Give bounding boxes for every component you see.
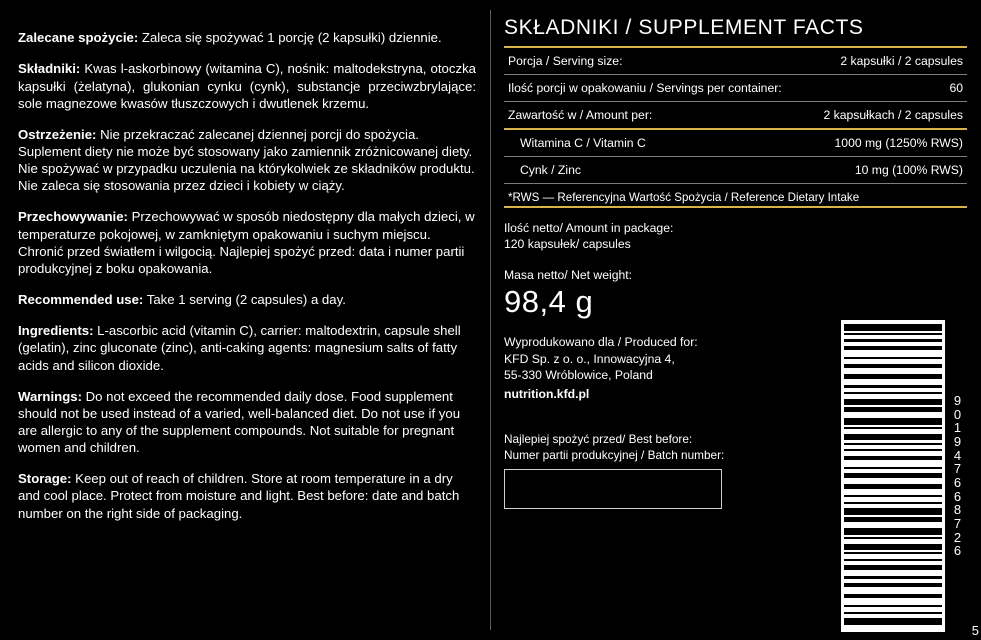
barcode-bar — [844, 544, 942, 551]
net-weight-value: 98,4 g — [504, 284, 594, 320]
barcode-digit: 2 — [953, 529, 963, 545]
barcode-bar — [844, 434, 942, 441]
column-divider — [490, 10, 491, 630]
row-value: 60 — [807, 75, 967, 102]
barcode-digit: 7 — [953, 515, 963, 531]
paragraph-lead: Składniki: — [18, 61, 81, 77]
row-value: 2 kapsułki / 2 capsules — [807, 48, 967, 75]
paragraph-lead: Ostrzeżenie: — [18, 126, 97, 142]
paragraph-lead: Ingredients: — [18, 323, 94, 339]
batch-number-label: Numer partii produkcyjnej / Batch number: — [504, 447, 725, 462]
batch-write-box — [504, 469, 722, 509]
row-label: Cynk / Zinc — [504, 157, 807, 184]
barcode-space — [844, 412, 942, 419]
table-row — [504, 75, 967, 102]
rws-footnote: *RWS — Referencyjna Wartość Spożycia / Reference Dietary Intake — [508, 191, 860, 204]
producer-website[interactable]: nutrition.kfd.pl — [504, 386, 590, 401]
paragraph-ostrzezenie — [18, 126, 476, 195]
barcode-space — [844, 368, 942, 375]
facts-bottom-rule — [504, 206, 967, 208]
supplement-facts-title: SKŁADNIKI / SUPPLEMENT FACTS — [504, 16, 864, 39]
barcode-bar — [844, 324, 942, 331]
barcode-space — [844, 598, 942, 605]
paragraph-body: Zaleca się spożywać 1 porcję (2 kapsułki) dziennie. — [138, 30, 442, 46]
paragraph-przechowywanie — [18, 208, 476, 277]
barcode-number — [945, 320, 971, 632]
barcode-space — [844, 460, 942, 467]
paragraph-body: Take 1 serving (2 capsules) a day. — [143, 292, 346, 308]
paragraph-lead: Zalecane spożycie: — [18, 30, 139, 46]
barcode-digit: 8 — [953, 502, 963, 518]
paragraph-body: Kwas l-askorbinowy (witamina C), nośnik: maltodekstryna, otoczka kapsułki (żelatyna), glukonian cynku (cynk), substancje przeciwzbrylające: sole magnezowe kwasów tłuszczowych i dwutlenek krzemu. — [18, 61, 476, 111]
amount-in-package-value: 120 kapsułek/ capsules — [504, 237, 631, 252]
net-weight-label: Masa netto/ Net weight: — [504, 268, 633, 283]
paragraph-lead: Recommended use: — [18, 292, 144, 308]
barcode — [841, 320, 973, 632]
barcode-lead-digit: 5 — [971, 623, 979, 638]
paragraph-skladniki — [18, 60, 476, 111]
amount-in-package-label: Ilość netto/ Amount in package: — [504, 221, 674, 235]
row-label: Witamina C / Vitamin C — [504, 129, 807, 157]
barcode-digit: 6 — [953, 488, 963, 504]
barcode-space — [844, 625, 942, 627]
paragraph-lead: Storage: — [18, 471, 72, 487]
barcode-bar — [844, 399, 942, 406]
barcode-space — [844, 570, 942, 577]
paragraph-body: Keep out of reach of children. Store at room temperature in a dry and cool place. Protect from moisture and light. Best before: date and batch number on the right side of packaging. — [18, 471, 460, 521]
barcode-digit: 9 — [953, 393, 963, 409]
producer-label: Wyprodukowano dla / Produced for: — [504, 335, 698, 350]
row-value: 2 kapsułkach / 2 capsules — [807, 102, 967, 130]
paragraph-body: Do not exceed the recommended daily dose. Food supplement should not be used instead of a varied, well-balanced diet. Do not use if you are allergic to any of the supplement compounds. Not suitable for pregnant women and children. — [18, 388, 461, 456]
barcode-digit: 0 — [953, 406, 963, 422]
paragraph-lead: Warnings: — [18, 388, 82, 404]
paragraph-body: Nie przekraczać zalecanej dziennej porcji do spożycia. Suplement diety nie może być stosowany jako zamiennik zróżnicowanej diety. Nie spożywać w przypadku uczulenia na którykolwiek ze składników produktu. Nie zaleca się stosowania przez dzieci i kobiety w ciąży. — [18, 126, 475, 194]
row-value: 10 mg (100% RWS) — [807, 157, 967, 184]
paragraph-ingredients — [18, 322, 476, 373]
paragraph-zalecane-spozycie — [18, 29, 476, 46]
barcode-digit: 6 — [953, 475, 963, 490]
barcode-space — [844, 587, 942, 594]
table-row-nutrient — [504, 157, 967, 184]
barcode-bar — [844, 618, 942, 625]
barcode-bars — [841, 320, 945, 632]
barcode-bar — [844, 528, 942, 535]
producer-address-line1: KFD Sp. z o. o., Innowacyjna 4, — [504, 351, 675, 366]
paragraph-warnings — [18, 388, 476, 457]
barcode-digit: 9 — [953, 434, 963, 450]
barcode-digit: 7 — [953, 461, 963, 477]
paragraph-body: Przechowywać w sposób niedostępny dla małych dzieci, w temperaturze pokojowej, w zamkniętym opakowaniu i suchym miejscu. Chronić przed światłem i wilgocią. Najlepiej spożyć przed: data i numer partii produkcyjnej z boku opakowania. — [18, 209, 475, 276]
supplement-facts-column — [492, 0, 981, 640]
row-label: Porcja / Serving size: — [504, 48, 807, 75]
barcode-bar — [844, 508, 942, 515]
table-row — [504, 102, 967, 130]
row-label: Zawartość w / Amount per: — [504, 102, 807, 130]
producer-address-line2: 55-330 Wróblowice, Poland — [504, 368, 653, 383]
barcode-bar-stack — [844, 324, 942, 628]
barcode-space — [844, 522, 942, 529]
amount-in-package-block — [504, 220, 967, 252]
supplement-facts-table — [504, 48, 967, 184]
row-label: Ilość porcji w opakowaniu / Servings per container: — [504, 75, 807, 102]
barcode-number-text — [954, 394, 962, 558]
paragraph-lead: Przechowywanie: — [18, 209, 128, 225]
barcode-digit: 4 — [953, 447, 963, 463]
barcode-digit: 6 — [953, 543, 963, 559]
best-before-label: Najlepiej spożyć przed/ Best before: — [504, 431, 693, 446]
barcode-space — [844, 489, 942, 496]
barcode-space — [844, 350, 942, 357]
paragraph-storage — [18, 470, 476, 521]
paragraph-recommended-use — [18, 291, 476, 308]
paragraph-body: L-ascorbic acid (vitamin C), carrier: maltodextrin, capsule shell (gelatin), zinc gluconate (zinc), anti-caking agents: magnesium salts of fatty acids and silicon dioxide. — [18, 323, 461, 373]
table-row — [504, 48, 967, 75]
row-value: 1000 mg (1250% RWS) — [807, 129, 967, 157]
barcode-bar — [844, 418, 942, 425]
barcode-space — [844, 478, 942, 485]
table-row-nutrient — [504, 129, 967, 157]
barcode-digit: 1 — [953, 420, 963, 436]
barcode-space — [844, 379, 942, 386]
